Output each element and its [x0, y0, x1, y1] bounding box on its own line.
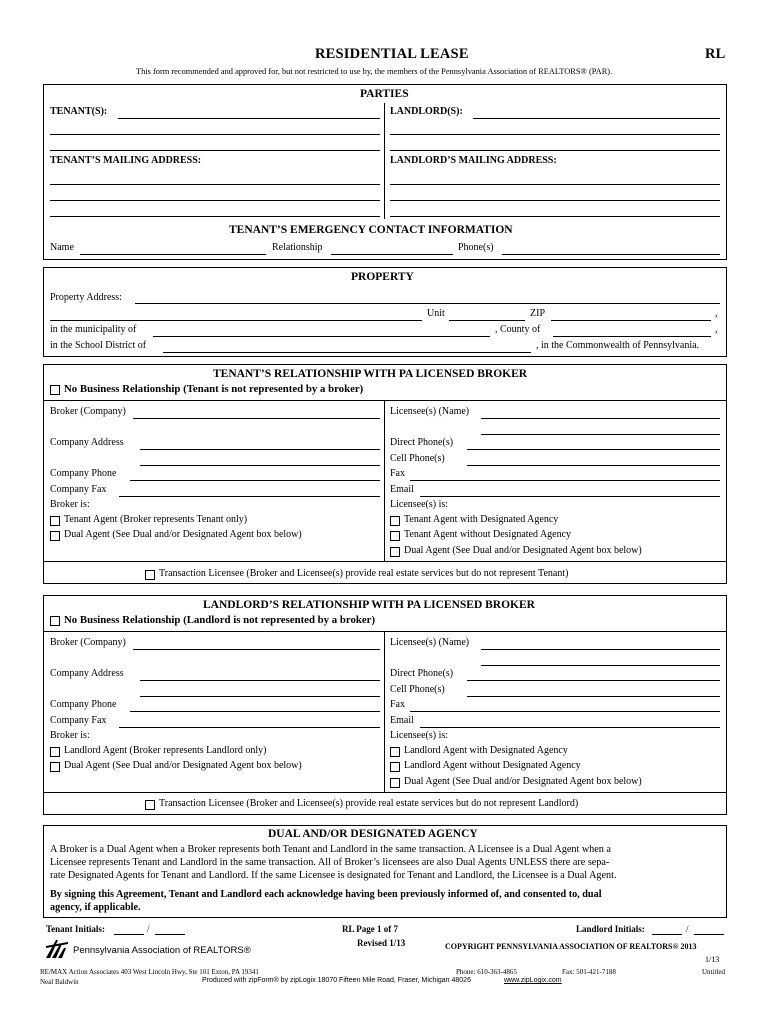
zip-input[interactable]	[551, 320, 711, 321]
tenant-broker-company-label: Broker (Company)	[50, 406, 126, 417]
form-subtitle: This form recommended and approved for, but not restricted to use by, the members of the Pennsylvania Association of REALTORS® (PAR).	[136, 67, 613, 76]
tenant-agent-label: Tenant Agent (Broker represents Tenant only)	[64, 514, 248, 525]
tenant-direct-phone-label: Direct Phone(s)	[390, 437, 454, 448]
tenant-licensee-name-input[interactable]	[481, 418, 720, 419]
zipform-credit: Produced with zipForm® by zipLogix 18070 Fifteen Mile Road, Fraser, Michigan 48026	[202, 977, 471, 984]
ziplogix-link[interactable]: www.zipLogix.com	[504, 977, 562, 984]
municipality-input[interactable]	[153, 336, 490, 337]
landlord-company-fax-input[interactable]	[119, 727, 380, 728]
county-input[interactable]	[553, 336, 711, 337]
tenant-company-address-label: Company Address	[50, 437, 124, 448]
landlord-company-address-input-2[interactable]	[140, 696, 380, 697]
tenant-company-address-input[interactable]	[140, 449, 380, 450]
tenant-licensee-dual-label: Dual Agent (See Dual and/or Designated Agent box below)	[404, 545, 642, 556]
tenant-name-line-2[interactable]	[50, 134, 380, 135]
tenant-licensee-name-input-2[interactable]	[481, 434, 720, 435]
landlord-email-input[interactable]	[420, 727, 720, 728]
tenant-broker-heading: TENANT’S RELATIONSHIP WITH PA LICENSED BROKER	[213, 368, 528, 380]
tenant-name-line-3[interactable]	[50, 150, 380, 151]
landlord-designated-checkbox[interactable]	[390, 747, 400, 757]
landlord-licensee-dual-label: Dual Agent (See Dual and/or Designated Agent box below)	[404, 776, 642, 787]
landlord-licensee-is-label: Licensee(s) is:	[390, 730, 449, 741]
emergency-phone-label: Phone(s)	[458, 242, 494, 253]
municipality-label: in the municipality of	[50, 324, 137, 335]
landlord-designated-label: Landlord Agent with Designated Agency	[404, 745, 568, 756]
landlord-initials-input-1[interactable]	[652, 934, 682, 935]
county-label: , County of	[495, 324, 541, 335]
form-code: RL	[705, 46, 726, 62]
tenant-fax-label: Fax	[390, 468, 405, 479]
tenant-email-input[interactable]	[420, 496, 720, 497]
tenant-licensee-name-label: Licensee(s) (Name)	[390, 406, 470, 417]
tenant-initials-input-1[interactable]	[114, 934, 144, 935]
landlord-address-line-2[interactable]	[390, 200, 720, 201]
landlord-email-label: Email	[390, 715, 414, 726]
dual-agency-heading: DUAL AND/OR DESIGNATED AGENCY	[268, 828, 478, 840]
landlord-broker-is-label: Broker is:	[50, 730, 90, 741]
tenant-designated-label: Tenant Agent with Designated Agency	[404, 514, 559, 525]
parties-heading: PARTIES	[360, 88, 409, 100]
landlord-broker-company-input[interactable]	[133, 649, 380, 650]
landlord-broker-divider	[384, 631, 385, 792]
landlord-fax-label: Fax	[390, 699, 405, 710]
copyright-date: 1/13	[705, 955, 720, 964]
consent-line-1: By signing this Agreement, Tenant and Landlord each acknowledge having been previously informed of, and consented to, dual	[50, 889, 602, 900]
emergency-relationship-input[interactable]	[331, 254, 453, 255]
consent-line-2: agency, if applicable.	[50, 902, 141, 913]
landlord-no-business-checkbox[interactable]	[50, 616, 60, 626]
tenant-transaction-label: Transaction Licensee (Broker and Licensee(s) provide real estate services but do not represent Tenant)	[159, 568, 569, 579]
tenant-company-phone-input[interactable]	[130, 480, 380, 481]
landlords-label: LANDLORD(S):	[390, 106, 463, 117]
par-logo-icon	[44, 938, 70, 960]
tenant-no-business-label: No Business Relationship (Tenant is not represented by a broker)	[64, 383, 364, 395]
page-number: RL Page 1 of 7	[342, 924, 398, 934]
landlord-licensee-dual-checkbox[interactable]	[390, 778, 400, 788]
office-phone: Phone: 610-363-4865	[456, 968, 517, 976]
tenant-without-designated-checkbox[interactable]	[390, 531, 400, 541]
tenant-email-label: Email	[390, 484, 414, 495]
tenant-mailing-label: TENANT’S MAILING ADDRESS:	[50, 155, 202, 166]
landlord-no-business-label: No Business Relationship (Landlord is not represented by a broker)	[64, 614, 376, 626]
landlord-direct-phone-label: Direct Phone(s)	[390, 668, 454, 679]
landlord-broker-company-label: Broker (Company)	[50, 637, 126, 648]
emergency-phone-input[interactable]	[502, 254, 720, 255]
property-address-input[interactable]	[135, 303, 720, 304]
landlord-name-line-2[interactable]	[390, 134, 720, 135]
tenant-without-designated-label: Tenant Agent without Designated Agency	[404, 529, 572, 540]
county-comma: ,	[715, 324, 718, 335]
tenant-address-line-2[interactable]	[50, 200, 380, 201]
landlord-address-line-3[interactable]	[390, 216, 720, 217]
landlord-direct-phone-input[interactable]	[467, 680, 720, 681]
tenant-cell-phone-label: Cell Phone(s)	[390, 453, 445, 464]
copyright-notice: COPYRIGHT PENNSYLVANIA ASSOCIATION OF REALTORS® 2013	[445, 942, 697, 951]
unit-input[interactable]	[449, 320, 525, 321]
document-name: Untitled	[702, 968, 725, 976]
landlord-name-line-1[interactable]	[473, 118, 720, 119]
dual-agency-line-1: A Broker is a Dual Agent when a Broker represents both Tenant and Landlord in the same transaction. A Licensee is a Dual Agent when a	[50, 844, 611, 855]
emergency-relationship-label: Relationship	[272, 242, 323, 253]
landlord-transaction-checkbox[interactable]	[145, 800, 155, 810]
tenant-company-fax-label: Company Fax	[50, 484, 107, 495]
landlord-dual-checkbox[interactable]	[50, 762, 60, 772]
landlord-company-phone-label: Company Phone	[50, 699, 117, 710]
tenant-company-fax-input[interactable]	[119, 496, 380, 497]
revised-date: Revised 1/13	[357, 938, 406, 948]
tenant-name-line-1[interactable]	[118, 118, 380, 119]
tenant-initials-label: Tenant Initials:	[46, 924, 105, 934]
tenant-broker-is-label: Broker is:	[50, 499, 90, 510]
landlord-without-designated-label: Landlord Agent without Designated Agency	[404, 760, 581, 771]
tenants-label: TENANT(S):	[50, 106, 108, 117]
landlord-transaction-label: Transaction Licensee (Broker and Licensee(s) provide real estate services but do not represent Landlord)	[159, 798, 579, 809]
landlord-initials-label: Landlord Initials:	[576, 924, 645, 934]
landlord-licensee-name-label: Licensee(s) (Name)	[390, 637, 470, 648]
landlord-company-address-label: Company Address	[50, 668, 124, 679]
tenant-transaction-checkbox[interactable]	[145, 570, 155, 580]
tenant-direct-phone-input[interactable]	[467, 449, 720, 450]
document-title: RESIDENTIAL LEASE	[315, 46, 469, 62]
landlord-company-address-input[interactable]	[140, 680, 380, 681]
dual-agency-line-2: Licensee represents Tenant and Landlord in the same transaction. All of Broker’s licensees are also Dual Agents UNLESS there are sepa-	[50, 857, 610, 868]
property-heading: PROPERTY	[351, 271, 414, 283]
emergency-contact-heading: TENANT’S EMERGENCY CONTACT INFORMATION	[229, 224, 513, 236]
landlord-address-line-1[interactable]	[390, 184, 720, 185]
dual-agency-line-3: rate Designated Agents for Tenant and Landlord. If the same Licensee is designated for Tenant and Landlord, the Licensee is a Dual Agent.	[50, 870, 617, 881]
landlord-transaction-rule	[43, 792, 727, 793]
landlord-cell-phone-input[interactable]	[467, 696, 720, 697]
tenant-address-line-3[interactable]	[50, 216, 380, 217]
par-logo-text: Pennsylvania Association of REALTORS®	[73, 945, 251, 956]
tenant-address-line-1[interactable]	[50, 184, 380, 185]
unit-label: Unit	[427, 308, 445, 319]
tenant-dual-label: Dual Agent (See Dual and/or Designated Agent box below)	[64, 529, 302, 540]
tenant-company-phone-label: Company Phone	[50, 468, 117, 479]
school-district-input[interactable]	[163, 352, 531, 353]
landlord-agent-checkbox[interactable]	[50, 747, 60, 757]
emergency-name-input[interactable]	[80, 254, 266, 255]
tenant-broker-company-input[interactable]	[133, 418, 380, 419]
landlord-company-fax-label: Company Fax	[50, 715, 107, 726]
commonwealth-label: , in the Commonwealth of Pennsylvania.	[536, 340, 700, 351]
landlord-initials-input-2[interactable]	[694, 934, 724, 935]
tenant-designated-checkbox[interactable]	[390, 516, 400, 526]
landlord-licensee-name-input[interactable]	[481, 649, 720, 650]
tenant-dual-checkbox[interactable]	[50, 531, 60, 541]
landlord-licensee-name-input-2[interactable]	[481, 665, 720, 666]
tenant-transaction-rule	[43, 561, 727, 562]
landlord-company-phone-input[interactable]	[130, 711, 380, 712]
office-fax: Fax: 501-421-7188	[562, 968, 616, 976]
tenant-initials-input-2[interactable]	[155, 934, 185, 935]
landlord-cell-phone-label: Cell Phone(s)	[390, 684, 445, 695]
tenant-licensee-is-label: Licensee(s) is:	[390, 499, 449, 510]
landlord-dual-label: Dual Agent (See Dual and/or Designated Agent box below)	[64, 760, 302, 771]
landlord-initials-slash: /	[686, 924, 689, 934]
office-address: RE/MAX Action Associates 403 West Lincoln Hwy, Ste 101 Exton, PA 19341	[40, 968, 259, 976]
property-address-line-2[interactable]	[50, 320, 422, 321]
tenant-initials-slash: /	[147, 924, 150, 934]
zip-comma: ,	[715, 308, 718, 319]
tenant-broker-rule	[43, 400, 727, 401]
tenant-agent-checkbox[interactable]	[50, 516, 60, 526]
property-address-label: Property Address:	[50, 292, 122, 303]
tenant-fax-input[interactable]	[410, 480, 720, 481]
landlord-mailing-label: LANDLORD’S MAILING ADDRESS:	[390, 155, 557, 166]
tenant-company-address-input-2[interactable]	[140, 465, 380, 466]
emergency-name-label: Name	[50, 242, 74, 253]
tenant-licensee-dual-checkbox[interactable]	[390, 547, 400, 557]
agent-name: Neal Baldwin	[40, 978, 79, 986]
landlord-broker-rule	[43, 631, 727, 632]
landlord-name-line-3[interactable]	[390, 150, 720, 151]
landlord-broker-heading: LANDLORD’S RELATIONSHIP WITH PA LICENSED BROKER	[203, 599, 535, 611]
landlord-agent-label: Landlord Agent (Broker represents Landlord only)	[64, 745, 267, 756]
tenant-no-business-checkbox[interactable]	[50, 385, 60, 395]
parties-divider	[384, 103, 385, 219]
tenant-broker-divider	[384, 400, 385, 561]
landlord-without-designated-checkbox[interactable]	[390, 762, 400, 772]
tenant-cell-phone-input[interactable]	[467, 465, 720, 466]
school-district-label: in the School District of	[50, 340, 147, 351]
zip-label: ZIP	[530, 308, 545, 319]
landlord-fax-input[interactable]	[410, 711, 720, 712]
